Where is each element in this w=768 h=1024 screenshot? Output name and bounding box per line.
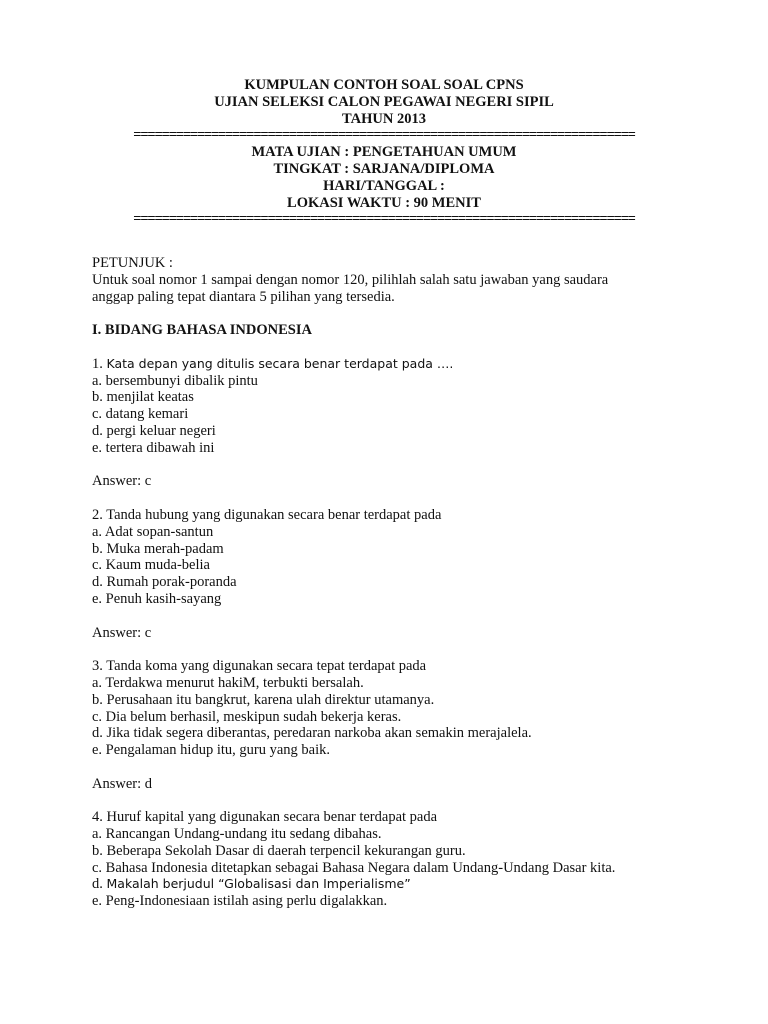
question-2-option-d: d. Rumah porak-poranda — [92, 574, 237, 591]
divider-rule-top: ======================================================================= — [133, 127, 635, 144]
question-1-answer: Answer: c — [92, 473, 152, 490]
question-4-option-c: c. Bahasa Indonesia ditetapkan sebagai Bahasa Negara dalam Undang-Undang Dasar kita. — [92, 859, 616, 876]
question-4-option-e: e. Peng-Indonesiaan istilah asing perlu digalakkan. — [92, 893, 388, 910]
question-1-option-d: d. pergi keluar negeri — [92, 422, 216, 439]
question-1-prompt — [92, 356, 692, 373]
question-3-prompt: 3. Tanda koma yang digunakan secara tepat terdapat pada — [92, 658, 427, 675]
question-1-number: 1. — [92, 355, 103, 372]
question-3-answer: Answer: d — [92, 775, 153, 792]
exam-date: HARI/TANGGAL : — [323, 177, 445, 194]
question-1-text: Kata depan yang ditulis secara benar terdapat pada …. — [106, 355, 454, 371]
question-1-option-b: b. menjilat keatas — [92, 389, 194, 406]
question-4-prompt: 4. Huruf kapital yang digunakan secara benar terdapat pada — [92, 809, 438, 826]
question-2-option-b: b. Muka merah-padam — [92, 540, 224, 557]
document-body — [92, 255, 692, 910]
instructions-text-line-1: Untuk soal nomor 1 sampai dengan nomor 120, pilihlah salah satu jawaban yang saudara — [92, 271, 609, 288]
document-header — [0, 77, 768, 228]
question-4-option-d-text: Makalah berjudul “Globalisasi dan Imperialisme” — [106, 876, 411, 892]
question-3-option-d: d. Jika tidak segera diberantas, peredaran narkoba akan semakin merajalela. — [92, 725, 532, 742]
question-4-option-d-prefix: d. — [92, 876, 107, 893]
instructions-label: PETUNJUK : — [92, 255, 173, 271]
question-4-option-b: b. Beberapa Sekolah Dasar di daerah terpencil kekurangan guru. — [92, 842, 466, 859]
question-2-option-a: a. Adat sopan-santun — [92, 523, 214, 540]
instructions-text-line-2: anggap paling tepat diantara 5 pilihan yang tersedia. — [92, 288, 395, 305]
header-year: TAHUN 2013 — [342, 110, 426, 127]
divider-rule-bottom: ======================================================================= — [133, 211, 635, 228]
question-2-prompt: 2. Tanda hubung yang digunakan secara benar terdapat pada — [92, 506, 442, 523]
question-3-option-c: c. Dia belum berhasil, meskipun sudah bekerja keras. — [92, 708, 402, 725]
question-1-option-c: c. datang kemari — [92, 406, 189, 423]
header-title: KUMPULAN CONTOH SOAL SOAL CPNS — [244, 77, 524, 93]
question-1-option-a: a. bersembunyi dibalik pintu — [92, 372, 258, 389]
exam-location-time: LOKASI WAKTU : 90 MENIT — [287, 194, 481, 211]
question-2-option-e: e. Penuh kasih-sayang — [92, 590, 222, 607]
exam-subject: MATA UJIAN : PENGETAHUAN UMUM — [251, 144, 517, 161]
question-4-option-a: a. Rancangan Undang-undang itu sedang dibahas. — [92, 826, 382, 843]
question-1-option-e: e. tertera dibawah ini — [92, 439, 215, 456]
question-3-option-b: b. Perusahaan itu bangkrut, karena ulah direktur utamanya. — [92, 691, 435, 708]
question-2-option-c: c. Kaum muda-belia — [92, 557, 210, 574]
question-2-answer: Answer: c — [92, 624, 152, 641]
exam-level: TINGKAT : SARJANA/DIPLOMA — [273, 160, 495, 177]
section-title: I. BIDANG BAHASA INDONESIA — [92, 322, 312, 339]
question-3-option-e: e. Pengalaman hidup itu, guru yang baik. — [92, 742, 330, 759]
question-4-option-d — [92, 876, 692, 893]
header-subtitle: UJIAN SELEKSI CALON PEGAWAI NEGERI SIPIL — [214, 93, 554, 110]
question-3-option-a: a. Terdakwa menurut hakiM, terbukti bersalah. — [92, 674, 364, 691]
